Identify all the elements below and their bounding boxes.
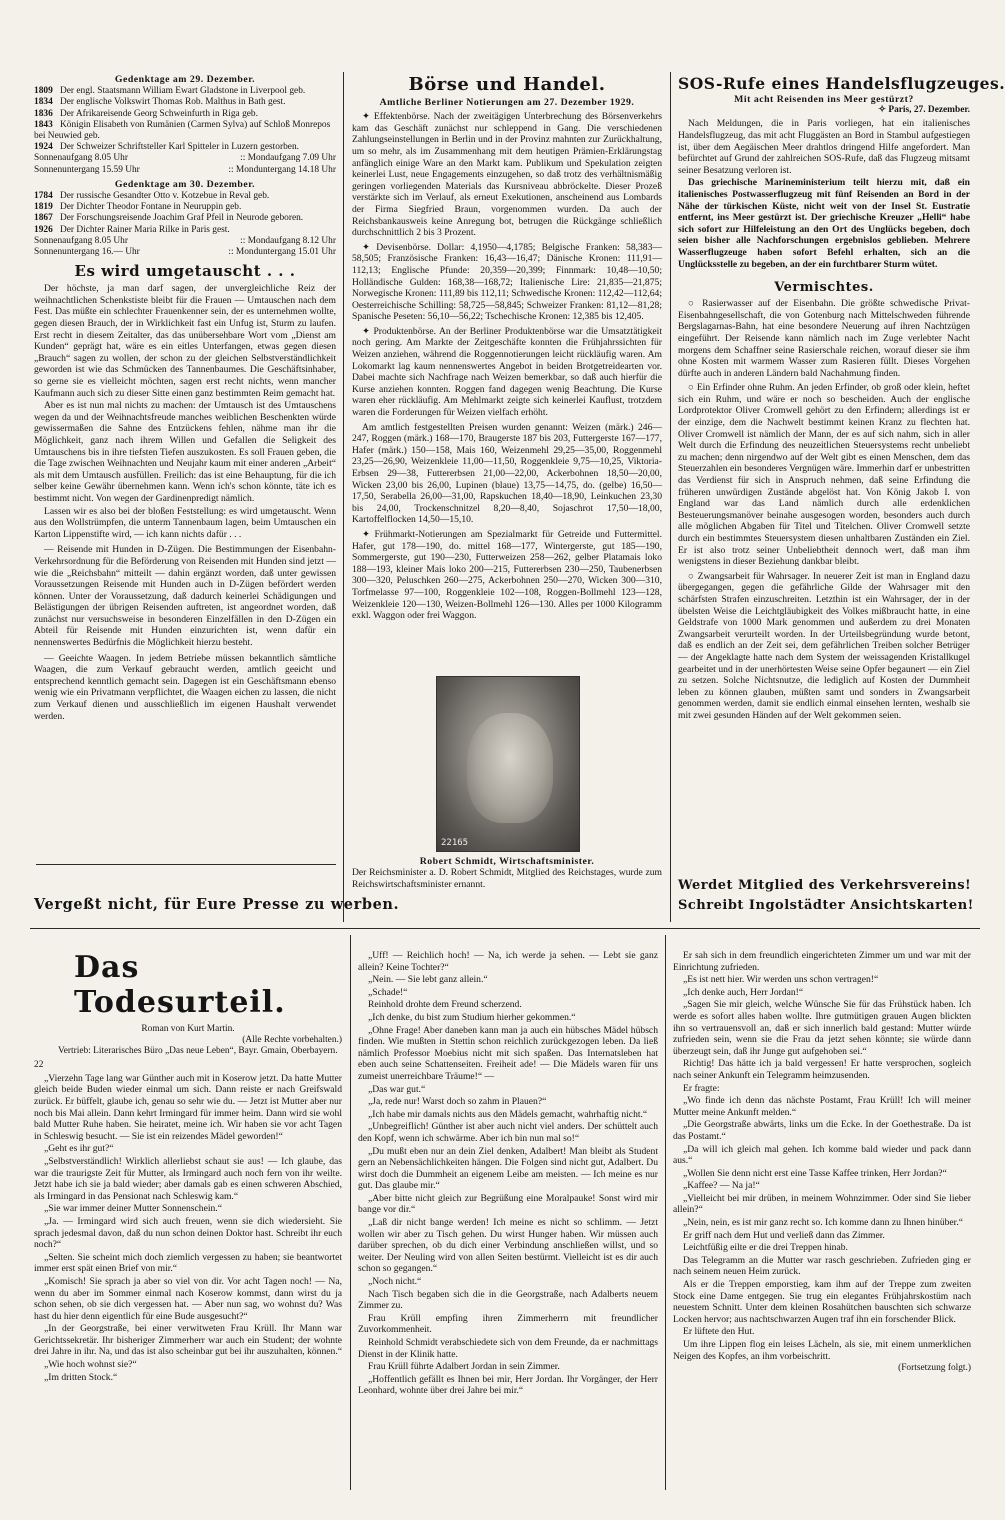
list-item: 1843 Königin Elisabeth von Rumänien (Carmen Sylva) auf Schloß Monrepos bei Neuwied geb. [34,119,331,142]
left-column [34,74,336,860]
hunde-paragraph: — Reisende mit Hunden in D-Zügen. Die Bestimmungen der Eisenbahn-Verkehrsordnung für die Beförderung von Reisenden mit Hunden sind jetzt — wie die „Reichsbahn“ mitteilt — dahin ergänzt worden, daß unter gewissen Voraussetzungen Reisende mit Hunden auch in D-Zügen befördert werden können. Unter der Voraussetzung, daß dadurch keinerlei Schädigungen und Belästigungen der übrigen Reisenden auftreten, ist angeordnet worden, daß zunächst nur versuchsweise in besonderen Einzelfällen in den D-Zügen ein Abteil für Reisende mit Hunden einzurichten ist, wenn dafür ein nennenswertes Bedürfnis die Möglichkeit hierzu besteht. [34,544,336,649]
waagen-paragraph: — Geeichte Waagen. In jedem Betriebe müssen bekanntlich sämtliche Waagen, die zum Verkauf gebraucht werden, amtlich geeicht und entsprechend kenntlich gemacht sein. Dagegen ist ein Geschäftsmann ebenso wenig wie ein Privatmann verpflichtet, die Waagen eichen zu lassen, die nicht zum Verkauf dienen und ausschließlich im eigenen Haushalt verwendet werden. [34,652,336,722]
novel-c3-p16: Das Telegramm an die Mutter war rasch geschrieben. Zufrieden ging er nach seinem neuen Heim zurück. [673,1254,971,1278]
sos-subtitle: Mit acht Reisenden ins Meer gestürzt? [734,94,914,105]
gedenk2-title: Gedenktage am 30. Dezember. [114,178,256,190]
list-item: 1809 Der engl. Staatsmann William Ewart Gladstone in Liverpool geb. [34,86,306,97]
novel-c3-p18: Er lüftete den Hut. [683,1326,755,1338]
novel-c3-p17: Als er die Treppen emporstieg, kam ihm auf der Treppe zum zweiten Stock eine Dame entgegen. Sie trug ein elegantes Frühjahrskostüm nach neuestem Schnitt. Unter dem kleinen Rosahütchen bauschten sich schwarze Locken hervor; aus nachtschwarzen Augen traf ihn ein forschender Blick. [673,1279,971,1325]
novel-vertrieb: Vertrieb: Literarisches Büro „Das neue Leben“, Bayr. Gmain, Oberbayern. [58,1046,338,1057]
novel-c3-p5: Richtig! Das hätte ich ja bald vergessen! Er hatte versprochen, sogleich nach seiner Ankunft ein Telegramm heimzusenden. [673,1058,971,1081]
sos-title: SOS-Rufe eines Handelsflugzeuges. [678,74,1005,93]
sun-times-2a: Sonnenaufgang 8.05 Uhr :: Mondaufgang 8.12 Uhr [34,235,336,246]
novel-c2-p2: „Nein. — Sie lebt ganz allein.“ [368,974,488,986]
novel-c3-p14: Er griff nach dem Hut und verließ dann das Zimmer. [683,1229,885,1241]
novel-c3-p4: „Sagen Sie mir gleich, welche Wünsche Sie für das Frühstück haben. Ich werde es sofort alles haben wollte. Ihre gutmütigen grauen Augen blickten ihn so vertrauensvoll an, daß er sich innerlich bald gestand: Mutter würde zufrieden sein, wenn sie die Frau da jetzt sehen könnte; sie würde dann überzeugt sein, daß ihr Junge gut aufgehoben sei.“ [673,999,971,1057]
novel-c2-p13: „Laß dir nicht bange werden! Ich meine es nicht so schlimm. — Jetzt wollen wir aber zu Tisch gehen. Du wirst Hunger haben. Wir müssen auch darüber sprechen, ob du dich einer Verbindung anschließen willst, und so weiter. Der Neuling wird von allen Seiten bestürmt. Vielleicht ist es dir auch schon so gegangen.“ [358,1217,658,1275]
list-item: 1819 Der Dichter Theodor Fontane in Neuruppin geb. [34,202,242,213]
umtausch-title: Es wird umgetauscht . . . [74,262,296,281]
list-item: 1867 Der Forschungsreisende Joachim Graf Pfeil in Neurode geboren. [34,213,304,224]
novel-c2-p11: „Du mußt eben nur an dein Ziel denken, Adalbert! Man bleibt als Student gern an Nebensächlichkeiten hängen. Die Folgen sind nicht gut, Adalbert. Du wirst doch die Dummheit an eigenem Leibe am meisten. — Ich meine es nur gut. Das glaube mir.“ [358,1145,658,1192]
novel-c2-p17: Reinhold Schmidt verabschiedete sich von dem Freunde, da er nachmittags Dienst in der Klinik hatte. [358,1337,658,1360]
novel-c1-p4: „Sie war immer deiner Mutter Sonnenschein.“ [44,1203,222,1215]
column-rule-4 [665,935,666,1490]
caption-title: Robert Schmidt, Wirtschaftsminister. [419,856,595,867]
novel-c1-p2: „Geht es ihr gut?“ [44,1143,114,1155]
devisen-paragraph: ✦ Devisenbörse. Dollar: 4,1950—4,1785; Belgische Franken: 58,383—58,505; Französische Franken: 16,43—16,47; Dänische Kronen: 111,91—112,13; Englische Pfunde: 20,359—20,399; Finnmark: 10,48—10,50; Holländische Gulden: 168,38—168,72; Italienische Lire: 21,835—21,875; Norwegische Kronen: 111,89 bis 112,11; Schwedische Kronen: 112,42—112,64; Oesterreichische Schilling: 58,725—58,845; Schweizer Franken: 81,12—81,28; Spanische Peseten: 56,10—56,22; Tschechische Kronen: 12,385 bis 12,405. [352,241,662,323]
banner-right-2: Schreibt Ingolstädter Ansichtskarten! [678,898,974,913]
column-rule-3 [350,935,351,1490]
novel-c2-p12: „Aber bitte nicht gleich zur Begrüßung eine Moralpauke! Sonst wird mir bange vor dir.“ [358,1192,658,1216]
boerse-subtitle: Amtliche Berliner Notierungen am 27. Dezember 1929. [379,97,635,108]
novel-c2-p14: „Noch nicht.“ [368,1276,422,1288]
novel-c2-p10: „Unbegreiflich! Günther ist aber auch nicht viel anders. Der schüttelt auch den Kopf, wenn ich schwärme. Aber ich bin nun mal so!“ [358,1121,658,1144]
novel-c3-p9: „Da will ich gleich mal gehen. Ich komme bald wieder und pack dann aus.“ [673,1143,971,1167]
right-column [678,74,1005,854]
novel-c3-p7: „Wo finde ich denn das nächste Postamt, Frau Krüll! Ich will meiner Mutter meine Ankunft melden.“ [673,1095,971,1118]
novel-c3-p6: Er fragte: [683,1082,720,1094]
novel-c3-p10: „Wollen Sie denn nicht erst eine Tasse Kaffee trinken, Herr Jordan?“ [683,1167,947,1179]
novel-c1-p9: „Wie hoch wohnst sie?“ [44,1359,137,1371]
novel-c1-p3: „Selbstverständlich! Wirklich allerliebst schaut sie aus! — Ich glaube, das war die traurigste Zeit für Mutter, als Irmingard auch noch fern von ihr weilte. Jetzt habe ich sie ja bald wieder; aber damals gab es einen schweren Abschied, als Irmingard in das Pensionat nach Schleswig kam.“ [34,1155,342,1202]
novel-c1-p5: „Ja. — Irmingard wird sich auch freuen, wenn sie dich wiedersieht. Sie sprach jedesmal davon, daß du nun schon deinen Doktor hast. Schreibt ihr euch noch?“ [34,1215,342,1251]
vermischtes-paragraph-1: ○ Rasierwasser auf der Eisenbahn. Die größte schwedische Privat-Eisenbahngesellschaft, die von Gotenburg nach Mittelschweden führende Bergslagarnas-Bahn, hat eine besondere Neuerung auf ihren Nachtzügen eingeführt. Der Reisende kann nämlich nach im Zuge verlebter Nacht morgens dem Schaffner seine Rasierschale reichen, worauf dieser sie ihm ohne Kosten mit warmem Wasser zum Rasieren füllt. Dieses Vorgehen dürfte auch in anderen Ländern bald Nachahmung finden. [678,298,970,379]
portrait-photo [436,676,580,852]
novel-c2-p4: Reinhold drohte dem Freund scherzend. [368,999,522,1011]
list-item: 1784 Der russische Gesandter Otto v. Kotzebue in Reval geb. [34,191,270,202]
novel-column-3 [673,950,971,1490]
photo-caption [352,856,662,906]
novel-c3-p11: „Kaffee? — Na ja!“ [683,1180,760,1192]
novel-c3-p2: „Es ist nett hier. Wir werden uns schon vertragen!“ [683,974,879,986]
gedenk2-list [34,191,336,236]
novel-c3-p13: „Nein, nein, es ist mir ganz recht so. Ich komme dann zu Ihnen hinüber.“ [683,1217,963,1229]
novel-column-1 [34,950,342,1490]
fortsetzung-note: (Fortsetzung folgt.) [898,1363,971,1374]
umtausch-paragraph-1: Der höchste, ja man darf sagen, der unvergleichliche Reiz der weihnachtlichen Schenkstiste bleibt für die Frauen — Umtauschen nach dem Fest. Das müßte ein schlechter Frauenkenner sein, der es unternehmen wollte, gegen diesen Brauch, der in Wirklichkeit fast ein Unfug ist, Sturm zu laufen. Erst recht in diesem Zeitalter, das das unübersehbare Wort vom „Dienst am Kunden“ geprägt hat, wäre es ein eitles Unterfangen, etwas gegen diesen „Brauch“ sagen zu wollen, der schon zu der gleichen Selbstverständlichkeit geworden ist wie das Schmücken des Tannenbaumes. Die Geschäftsinhaber, so gerne sie es vielleicht möchten, sagen erst recht nichts, wenn mancher Kaufmann auch sich zu dieser Sitte einen ganz bestimmten Reim gemacht hat. [34,283,336,399]
novel-title: Das Todesurteil. [74,950,286,1020]
umtausch-paragraph-2: Aber es ist nun mal nichts zu machen: der Umtausch ist des Umtauschens wegen da und der Weihnachtsfreude manches weiblichen Beschenkten würde gewissermaßen die Sahne des Entzückens fehlen, nähme man ihr die Möglichkeit, ganz nach ihrem Willen und Gefallen die Seligkeit des Umtauschens bis in ihre tiefsten Tiefen auszukosten. Es soll Frauen geben, die die Tage zwischen Weihnachten und Neujahr kaum mit einer anderen „Arbeit“ als mit dem Umtausch ausfüllen. Freilich: das ist eine Behauptung, für die ich selber keine Gewähr übernehmen kann. Wenn ich's schon könnte, täte ich es bestimmt nicht. Von wegen der Gardinenpredigt nämlich. [34,400,336,504]
novel-c2-p1: „Uff! — Reichlich hoch! — Na, ich werde ja sehen. — Lebt sie ganz allein? Keine Tochter?“ [358,950,658,973]
list-item: 1926 Der Dichter Rainer Maria Rilke in Paris gest. [34,224,230,235]
banner-right-1: Werdet Mitglied des Verkehrsvereins! [678,878,972,893]
sun-times-1a: Sonnenaufgang 8.05 Uhr :: Mondaufgang 7.09 Uhr [34,153,336,164]
novel-c2-p7: „Das war gut.“ [368,1083,426,1095]
list-item: 1924 Der Schweizer Schriftsteller Karl Spitteler in Luzern gestorben. [34,142,299,153]
vermischtes-title: Vermischtes. [774,280,874,296]
list-item: 1834 Der englische Volkswirt Thomas Rob. Malthus in Bath gest. [34,97,286,108]
novel-byline: Roman von Kurt Martin. [141,1024,235,1034]
novel-c1-p7: „Komisch! Sie sprach ja aber so viel von dir. Vor acht Tagen noch! — Na, wenn du aber im Sommer einmal nach Koserow kommst, dann wirst du ja schon sehen, ob sie dich vergessen hat. — Aber nun sag, wo wohnst du? Was hast du hier denn eigentlich für eine Bude ausgesucht?“ [34,1275,342,1322]
column-rule-1 [343,72,344,922]
novel-c2-p16: Frau Krüll empfing ihren Zimmerherrn mit freundlicher Zuvorkommenheit. [358,1312,658,1336]
sun-times-1b: Sonnenuntergang 15.59 Uhr :: Monduntergang 14.18 Uhr [34,164,336,175]
effekten-paragraph: ✦ Effektenbörse. Nach der zweitägigen Unterbrechung des Börsenverkehrs kam das Geschäft zunächst nur schleppend in Gang. Die verschiedenen Zahlungseinstellungen in Berlin und in der Provinz mahnten zur Zurückhaltung, um so mehr, als im Zusammenhang mit dem heutigen Prämien-Erklärungstag anfänglich einige Ware an den Markt kam. Publikum und Spekulation zeigten keinerlei Lust, neue Engagements einzugehen, so daß trotz des verhältnismäßig geringen vorliegenden Materials das Kursniveau abbröckelte. Dieser Prozeß verstärkte sich im Verlauf, als erneut Exekutionen, anscheinend aus Lombards der Firma Siegfried Braun, vorgenommen wurden. Da auch der Reichsbankausweis keine Anregung bot, betrugen die Rückgänge schließlich durchschnittlich 2 bis 3 Prozent. [352,111,662,239]
novel-c2-p9: „Ich habe mir damals nichts aus den Mädels gemacht, wahrhaftig nicht.“ [368,1108,648,1120]
preise-paragraph: Am amtlich festgestellten Preisen wurden genannt: Weizen (märk.) 246—247, Roggen (märk.) 168—170, Braugerste 187 bis 203, Futtergerste 167—177, Hafer (märk.) 150—158, Mais 160, Weizenmehl 29,25—35,00, Roggenmehl 23,25—26,90, Weizenkleie 11,00—11,50, Roggenkleie 9,75—10,25, Viktoria-Erbsen 29—38, Futtererbsen 21,00—22,00, Ackerbohnen 18,50—20,00, Wicken 23,00 bis 26,00, Lupinen (blaue) 13,75—14,75, do. (gelbe) 16,50—17,50, Serabella 26,00—31,00, Rapskuchen 18,40—18,90, Leinkuchen 23,30 bis 24,00, Trockenschnitzel 8,20—8,40, Sojaschrot 17,50—18,00, Kartoffelflocken 14,50—15,10. [352,421,662,526]
caption-text: Der Reichsminister a. D. Robert Schmidt, Mitglied des Reichstages, wurde zum Reichswirtschaftsminister ernannt. [352,867,662,890]
installment-number: 22 [34,1059,44,1070]
fruehmarkt-paragraph: ✦ Frühmarkt-Notierungen am Spezialmarkt für Getreide und Futtermittel. Hafer, gut 178—190, do. mittel 168—177, Wintergerste, gut 185—190, Sommergerste, gut 190—230, Futterweizen 258—262, gelber Platamais loko 188—193, kleiner Mais loko 200—215, Futtererbsen 230—250, Taubenerbsen 300—320, Peluschken 260—275, Ackerbohnen 250—270, Wicken 300—310, Torfmelasse 97—100, Roggenkleie 102—108, Roggen-Bollmehl 123—128, Weizenkleie 120—130, Weizen-Bollmehl 126—130. Alles per 1000 Kilogramm exkl. Waggon oder frei Waggon. [352,528,662,622]
sos-dateline: ✧ Paris, 27. Dezember. [878,105,970,116]
sun-times-2b: Sonnenuntergang 16.— Uhr :: Monduntergang 15.01 Uhr [34,247,336,258]
middle-column [352,74,662,674]
novel-c3-p15: Leichtfüßig eilte er die drei Treppen hinab. [683,1242,848,1254]
photo-number: 22165 [441,838,469,848]
novel-c2-p18: Frau Krüll führte Adalbert Jordan in sein Zimmer. [368,1361,560,1373]
novel-c2-p5: „Ich denke, du bist zum Studium hierher gekommen.“ [368,1011,576,1023]
vermischtes-paragraph-3: ○ Zwangsarbeit für Wahrsager. In neuerer Zeit ist man in England dazu übergegangen, gegen die gefährliche Gilde der Wahrsager mit den schärfsten Strafen einzuschreiten. Letzthin ist ein Wahrsager, der in der übelsten Weise die Leichtgläubigkeit des Volkes mißbraucht hatte, in eine Geldstrafe von 1000 Mark genommen und außerdem zu drei Monaten Zwangsarbeit verurteilt worden. In der Urteilsbegründung wurde betont, daß es endlich an der Zeit sei, dem gefährlichen Treiben solcher Betrüger — der Angeklagte hatte nach dem System der weissagenden Kristallkugel gearbeitet und in der unerhörtesten Weise seine Opfer begaunert — ein Ziel zu setzen. Solche Nichtsnutze, die lediglich auf Kosten der Dummheit leben zu können glauben, müßten samt und sonders in Zwangsarbeit genommen werden, damit sie endlich einmal einsehen lernten, weshalb sie mit zwei gesunden Händen auf der Welt gekommen seien. [678,570,970,721]
portrait-face [467,713,553,823]
novel-c2-p8: „Ja, rede nur! Warst doch so zahm in Plauen?“ [368,1096,547,1108]
novel-column-2 [358,950,658,1490]
novel-rights: (Alle Rechte vorbehalten.) [242,1035,342,1046]
novel-c3-p1: Er sah sich in dem freundlich eingerichteten Zimmer um und war mit der Einrichtung zufrieden. [673,950,971,973]
vermischtes-paragraph-2: ○ Ein Erfinder ohne Ruhm. An jeden Erfinder, ob groß oder klein, heftet sich ein Ruhm, und wäre er noch so bescheiden. Auch der englische Lordprotektor Oliver Cromwell gehört zu den Erfindern; allerdings ist er der einzige, dem die Nachwelt bestimmt keinen Kranz zu flechten hat. Oliver Cromwell ist nämlich der Mann, der es auf sich nahm, sich in aller Welt durch die Erfindung des neuzeitlichen Steuersystems recht unbeliebt zu machen; denn nirgendwo auf der Welt gibt es einen Menschen, dem das Steuerzahlen ein besonderes Vergnügen wäre. Immerhin darf er unbestritten das Verdienst für sich in Anspruch nehmen, daß seine Erfindung die früheren unwürdigen Zustände abgelöst hat. Von König Jakob I. von England war das Land nämlich durch alle erdenklichen Besteuerungsmanöver beinahe ausgesogen worden, besonders auch durch alle möglichen Abgaben für Titel und Titelchen. Oliver Cromwell setzte durch ein bestimmtes Steuersystem diesen unhaltbaren Zuständen ein Ziel. Er ist also trotz seiner Unbeliebtheit dennoch wert, daß man ihm wenigstens in dieser Beziehung dankbar bleibt. [678,382,970,568]
novel-c1-p8: „In der Georgstraße, bei einer verwitweten Frau Krüll. Ihr Mann war Gerichtssekretär. Ihr bisheriger Zimmerherr war auch ein Student; der wohnte drei Jahre in ihr. Na, und das ist also scheinbar gut bei ihr auszuhalten, können.“ [34,1323,342,1358]
sos-paragraph-2: Das griechische Marineministerium teilt hierzu mit, daß ein italienisches Postwasserflugzeug mit fünf Reisenden an Bord in der Nähe der türkischen Küste, nicht weit von der Insel St. Eustratie entfernt, ins Meer gestürzt ist. Der griechische Kreuzer „Helli“ habe sich sofort zur Hilfeleistung an den Ort des Unglücks begeben, doch seien bisher alle Nachforschungen ergebnislos geblieben. Mehrere Wasserflugzeuge haben sofort Befehl erhalten, sich an die Unglücksstelle zu begeben, an der ein furchtbarer Sturm wütet. [678,177,970,270]
novel-c2-p6: „Ohne Frage! Aber daneben kann man ja auch ein hübsches Mädel hübsch finden. Wie mußten in Stettin schon reichlich zurückgezogen leben. Da ließ nämlich Professor Moebius nicht mit sich spaßen. Das Internatsleben hat eben auch seine Schattenseiten. Freiheit ade! — Die Mädels waren für uns zumeist unerreichbare Träume!“ — [358,1024,658,1082]
banner-left: Vergeßt nicht, für Eure Presse zu werben. [34,896,400,913]
sos-paragraph-1: Nach Meldungen, die in Paris vorliegen, hat ein italienisches Handelsflugzeug, das mit acht Fluggästen an Bord in Stambul aufgestiegen ist, über dem Aegäischen Meer drahtlos dringend Hilfe angefordert. Man befürchtet auf Grund der zahlreichen SOS-Rufe, daß das Flugzeug mitsamt seiner Besatzung verloren ist. [678,118,970,176]
novel-c3-p3: „Ich denke auch, Herr Jordan!“ [683,986,804,998]
produkten-paragraph: ✦ Produktenbörse. An der Berliner Produktenbörse war die Umsatztätigkeit noch gering. Am Markte der Zeitgeschäfte konnten die Frühjahrssichten für Weizen anziehen, während die Roggennotierungen leicht rückläufig waren. Am Lokomarkt lag kaum nennenswertes Angebot in beiden Brotgetreidearten vor. Dabei machte sich Nachfrage nach Weizen bemerkbar, so daß auch hierfür die Kurse anziehen konnten. Roggen fand dagegen wenig Beachtung. Die Kurse waren eher rückläufig. Am Mehlmarkt zeigte sich keinerlei Kauflust, trotzdem waren die Forderungen für Weizen vielfach erhöht. [352,325,662,419]
novel-c3-p12: „Vielleicht bei mir drüben, in meinem Wohnzimmer. Oder sind Sie lieber allein?“ [673,1192,971,1216]
novel-c2-p3: „Schade!“ [368,986,408,998]
gedenk1-list [34,86,336,153]
column-rule-2 [670,72,671,922]
novel-c3-p19: Um ihre Lippen flog ein leises Lächeln, als sie, mit einem unmerklichen Neigen des Kopfes, an ihm vorbeischritt. [673,1339,971,1362]
novel-c2-p19: „Hoffentlich gefällt es Ihnen bei mir, Herr Jordan. Ihr Vorgänger, der Herr Leonhard, wohnte über drei Jahre bei mir.“ [358,1373,658,1397]
novel-c2-p15: Nach Tisch begaben sich die in die Georgstraße, nach Adalberts neuem Zimmer zu. [358,1288,658,1312]
boerse-title: Börse und Handel. [408,74,606,95]
novel-c1-p10: „Im dritten Stock.“ [44,1371,118,1383]
novel-c3-p8: „Die Georgstraße abwärts, links um die Ecke. In der Goethestraße. Da ist das Postamt.“ [673,1119,971,1142]
gedenk1-title: Gedenktage am 29. Dezember. [114,74,256,85]
umtausch-paragraph-3: Lassen wir es also bei der bloßen Feststellung: es wird umgetauscht. Wenn aus den Wollstrümpfen, die unterm Tannenbaum lagen, beim Umtauschen ein Karton Lippenstifte wird, — ich kann nichts dafür . . . [34,505,336,540]
section-rule [30,928,980,929]
novel-c1-p6: „Selten. Sie scheint mich doch ziemlich vergessen zu haben; sie beantwortet immer erst spät einen Brief von mir.“ [34,1251,342,1275]
banner-rule-left [36,864,336,865]
novel-c1-p1: „Vierzehn Tage lang war Günther auch mit in Koserow jetzt. Da hatte Mutter gleich beide Buden wieder einmal um sich. Dann reiste er nach Greifswald zurück. Er büffelt, glaube ich, genau so sehr wie du. — Jetzt ist Mutter aber nur noch bis Mai allein. Dann kehrt Irmingard für immer heim. Dann wird sie wohl bald Mutter Ruhe haben. Sie heiratet, meine ich. Wir haben sie vor acht Tagen in Schleswig besucht. — Sie ist ein reizendes Mädel geworden!“ [34,1072,342,1142]
list-item: 1836 Der Afrikareisende Georg Schweinfurth in Riga geb. [34,108,258,119]
